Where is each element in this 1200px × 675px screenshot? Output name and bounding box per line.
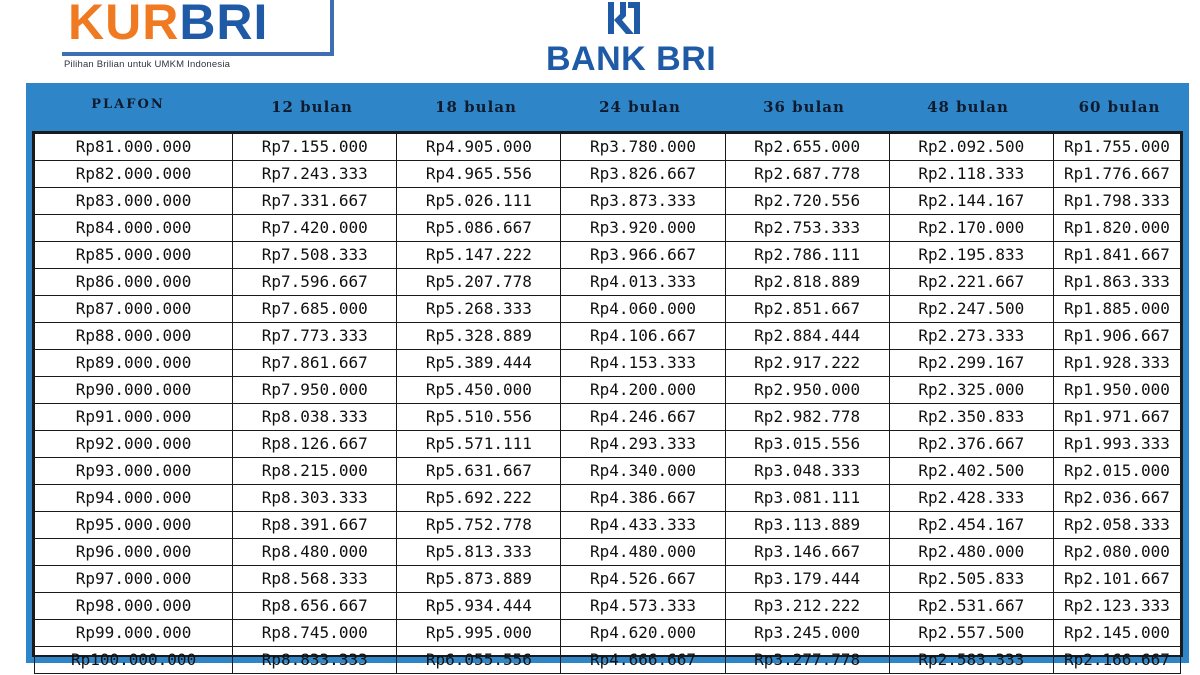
installment-cell: Rp5.510.556	[397, 404, 561, 431]
installment-cell: Rp4.013.333	[561, 269, 725, 296]
plafon-cell: Rp82.000.000	[35, 161, 233, 188]
installment-cell: Rp5.631.667	[397, 458, 561, 485]
installment-cell: Rp2.170.000	[889, 215, 1053, 242]
bank-bri-name: BANK BRI	[546, 40, 717, 78]
plafon-cell: Rp99.000.000	[35, 620, 233, 647]
installment-cell: Rp7.861.667	[233, 350, 397, 377]
installment-cell: Rp4.433.333	[561, 512, 725, 539]
installment-cell: Rp2.531.667	[889, 593, 1053, 620]
plafon-cell: Rp91.000.000	[35, 404, 233, 431]
table-row	[35, 188, 1181, 215]
header-24-bulan: 24 bulan	[599, 98, 681, 116]
installment-cell: Rp2.195.833	[889, 242, 1053, 269]
installment-cell: Rp4.340.000	[561, 458, 725, 485]
installment-cell: Rp5.450.000	[397, 377, 561, 404]
header-60-bulan: 60 bulan	[1078, 98, 1161, 116]
plafon-cell: Rp90.000.000	[35, 377, 233, 404]
installment-cell: Rp8.745.000	[233, 620, 397, 647]
installment-cell: Rp4.246.667	[561, 404, 725, 431]
installment-cell: Rp2.753.333	[725, 215, 889, 242]
installment-cell: Rp4.620.000	[561, 620, 725, 647]
table-row	[35, 323, 1181, 350]
installment-cell: Rp2.557.500	[889, 620, 1053, 647]
installment-cell: Rp8.038.333	[233, 404, 397, 431]
installment-cell: Rp2.221.667	[889, 269, 1053, 296]
installment-cell: Rp4.480.000	[561, 539, 725, 566]
installment-cell: Rp2.325.000	[889, 377, 1053, 404]
plafon-cell: Rp95.000.000	[35, 512, 233, 539]
plafon-cell: Rp84.000.000	[35, 215, 233, 242]
installment-cell: Rp4.666.667	[561, 647, 725, 674]
installment-cell: Rp7.243.333	[233, 161, 397, 188]
kur-bri-wordmark	[68, 0, 268, 50]
installment-cell: Rp8.126.667	[233, 431, 397, 458]
installment-cell: Rp7.685.000	[233, 296, 397, 323]
installment-cell: Rp2.786.111	[725, 242, 889, 269]
table-row	[35, 539, 1181, 566]
installment-cell: Rp4.293.333	[561, 431, 725, 458]
installment-cell: Rp2.144.167	[889, 188, 1053, 215]
installment-cell: Rp1.971.667	[1053, 404, 1180, 431]
plafon-cell: Rp87.000.000	[35, 296, 233, 323]
installment-cell: Rp2.092.500	[889, 134, 1053, 161]
plafon-cell: Rp100.000.000	[35, 647, 233, 674]
table-header-row	[26, 83, 1189, 131]
installment-cell: Rp5.692.222	[397, 485, 561, 512]
installment-cell: Rp1.776.667	[1053, 161, 1180, 188]
plafon-cell: Rp96.000.000	[35, 539, 233, 566]
installment-cell: Rp7.773.333	[233, 323, 397, 350]
table-row	[35, 161, 1181, 188]
installment-cell: Rp8.480.000	[233, 539, 397, 566]
table-row	[35, 431, 1181, 458]
installment-cell: Rp4.386.667	[561, 485, 725, 512]
installment-cell: Rp2.118.333	[889, 161, 1053, 188]
header-48-bulan: 48 bulan	[927, 98, 1009, 116]
installment-cell: Rp2.273.333	[889, 323, 1053, 350]
installment-cell: Rp3.179.444	[725, 566, 889, 593]
installment-cell: Rp2.480.000	[889, 539, 1053, 566]
installment-cell: Rp2.015.000	[1053, 458, 1180, 485]
installment-cell: Rp5.752.778	[397, 512, 561, 539]
table-row	[35, 485, 1181, 512]
installment-cell: Rp1.863.333	[1053, 269, 1180, 296]
installment-cell: Rp1.950.000	[1053, 377, 1180, 404]
installment-cell: Rp2.145.000	[1053, 620, 1180, 647]
installment-cell: Rp2.247.500	[889, 296, 1053, 323]
installment-cell: Rp5.086.667	[397, 215, 561, 242]
installment-cell: Rp2.058.333	[1053, 512, 1180, 539]
installment-cell: Rp7.331.667	[233, 188, 397, 215]
installment-cell: Rp2.376.667	[889, 431, 1053, 458]
installment-table	[26, 83, 1189, 669]
installment-cell: Rp4.060.000	[561, 296, 725, 323]
plafon-cell: Rp92.000.000	[35, 431, 233, 458]
installment-cell: Rp8.215.000	[233, 458, 397, 485]
plafon-cell: Rp93.000.000	[35, 458, 233, 485]
installment-cell: Rp7.596.667	[233, 269, 397, 296]
installment-cell: Rp5.268.333	[397, 296, 561, 323]
installment-cell: Rp3.277.778	[725, 647, 889, 674]
installment-cell: Rp2.917.222	[725, 350, 889, 377]
table-row	[35, 215, 1181, 242]
plafon-cell: Rp89.000.000	[35, 350, 233, 377]
installment-cell: Rp3.015.556	[725, 431, 889, 458]
installment-cell: Rp4.905.000	[397, 134, 561, 161]
plafon-cell: Rp81.000.000	[35, 134, 233, 161]
installment-cell: Rp3.048.333	[725, 458, 889, 485]
installment-cell: Rp1.798.333	[1053, 188, 1180, 215]
installment-cell: Rp5.995.000	[397, 620, 561, 647]
installment-cell: Rp1.928.333	[1053, 350, 1180, 377]
table-row	[35, 566, 1181, 593]
table-row	[35, 377, 1181, 404]
installment-cell: Rp2.036.667	[1053, 485, 1180, 512]
installment-cell: Rp5.934.444	[397, 593, 561, 620]
installment-cell: Rp2.950.000	[725, 377, 889, 404]
kur-wordmark-part: KUR	[68, 0, 180, 50]
installment-cell: Rp1.906.667	[1053, 323, 1180, 350]
installment-cell: Rp5.207.778	[397, 269, 561, 296]
installment-cell: Rp6.055.556	[397, 647, 561, 674]
installment-cell: Rp7.508.333	[233, 242, 397, 269]
plafon-cell: Rp94.000.000	[35, 485, 233, 512]
installment-cell: Rp8.303.333	[233, 485, 397, 512]
installment-cell: Rp7.420.000	[233, 215, 397, 242]
table-row	[35, 647, 1181, 674]
installment-cell: Rp3.826.667	[561, 161, 725, 188]
installment-cell: Rp3.920.000	[561, 215, 725, 242]
installment-cell: Rp7.155.000	[233, 134, 397, 161]
installment-cell: Rp3.873.333	[561, 188, 725, 215]
header-18-bulan: 18 bulan	[435, 98, 517, 116]
installment-cell: Rp2.583.333	[889, 647, 1053, 674]
installment-cell: Rp2.101.667	[1053, 566, 1180, 593]
table-row	[35, 242, 1181, 269]
installment-cell: Rp3.780.000	[561, 134, 725, 161]
plafon-cell: Rp88.000.000	[35, 323, 233, 350]
plafon-cell: Rp97.000.000	[35, 566, 233, 593]
installment-cell: Rp2.454.167	[889, 512, 1053, 539]
installment-cell: Rp3.212.222	[725, 593, 889, 620]
installment-cell: Rp4.526.667	[561, 566, 725, 593]
kur-tagline: Pilihan Brilian untuk UMKM Indonesia	[64, 59, 231, 70]
installment-cell: Rp2.350.833	[889, 404, 1053, 431]
plafon-cell: Rp86.000.000	[35, 269, 233, 296]
installment-cell: Rp3.081.111	[725, 485, 889, 512]
installment-cell: Rp8.391.667	[233, 512, 397, 539]
header-36-bulan: 36 bulan	[763, 98, 845, 116]
installment-cell: Rp2.720.556	[725, 188, 889, 215]
table-row	[35, 404, 1181, 431]
installment-cell: Rp5.571.111	[397, 431, 561, 458]
installment-cell: Rp2.080.000	[1053, 539, 1180, 566]
installment-cell: Rp2.982.778	[725, 404, 889, 431]
table-row	[35, 134, 1181, 161]
installment-cell: Rp2.505.833	[889, 566, 1053, 593]
installment-cell: Rp1.755.000	[1053, 134, 1180, 161]
table-row	[35, 458, 1181, 485]
installment-cell: Rp2.818.889	[725, 269, 889, 296]
table-row	[35, 620, 1181, 647]
installment-cell: Rp2.687.778	[725, 161, 889, 188]
installment-cell: Rp1.885.000	[1053, 296, 1180, 323]
installment-cell: Rp5.328.889	[397, 323, 561, 350]
installment-cell: Rp1.820.000	[1053, 215, 1180, 242]
installment-cell: Rp5.389.444	[397, 350, 561, 377]
plafon-cell: Rp85.000.000	[35, 242, 233, 269]
installment-cell: Rp2.166.667	[1053, 647, 1180, 674]
installment-cell: Rp5.147.222	[397, 242, 561, 269]
bri-wordmark-part: BRI	[179, 0, 269, 50]
installment-cell: Rp4.106.667	[561, 323, 725, 350]
installment-cell: Rp5.873.889	[397, 566, 561, 593]
installment-cell: Rp1.841.667	[1053, 242, 1180, 269]
installment-cell: Rp3.113.889	[725, 512, 889, 539]
installment-cell: Rp4.153.333	[561, 350, 725, 377]
installment-cell: Rp2.123.333	[1053, 593, 1180, 620]
plafon-cell: Rp83.000.000	[35, 188, 233, 215]
header-12-bulan: 12 bulan	[271, 98, 353, 116]
header-plafon: PLAFON	[91, 97, 165, 112]
installment-cell: Rp2.851.667	[725, 296, 889, 323]
table-body	[32, 131, 1183, 669]
installment-cell: Rp3.245.000	[725, 620, 889, 647]
installment-cell: Rp5.813.333	[397, 539, 561, 566]
installment-cell: Rp4.200.000	[561, 377, 725, 404]
installment-cell: Rp8.568.333	[233, 566, 397, 593]
installment-cell: Rp4.965.556	[397, 161, 561, 188]
kur-bri-logo	[62, 0, 334, 56]
installment-cell: Rp2.428.333	[889, 485, 1053, 512]
installment-cell: Rp2.884.444	[725, 323, 889, 350]
table-row	[35, 350, 1181, 377]
installment-cell: Rp7.950.000	[233, 377, 397, 404]
table-row	[35, 269, 1181, 296]
installment-cell: Rp2.655.000	[725, 134, 889, 161]
installment-cell: Rp2.299.167	[889, 350, 1053, 377]
installment-cell: Rp5.026.111	[397, 188, 561, 215]
installment-cell: Rp3.966.667	[561, 242, 725, 269]
table-row	[35, 512, 1181, 539]
installment-cell: Rp8.656.667	[233, 593, 397, 620]
installment-cell: Rp1.993.333	[1053, 431, 1180, 458]
installment-cell: Rp4.573.333	[561, 593, 725, 620]
installment-cell: Rp3.146.667	[725, 539, 889, 566]
bri-emblem-icon	[604, 0, 644, 36]
table-row	[35, 296, 1181, 323]
plafon-cell: Rp98.000.000	[35, 593, 233, 620]
installment-cell: Rp8.833.333	[233, 647, 397, 674]
table-row	[35, 593, 1181, 620]
installment-cell: Rp2.402.500	[889, 458, 1053, 485]
